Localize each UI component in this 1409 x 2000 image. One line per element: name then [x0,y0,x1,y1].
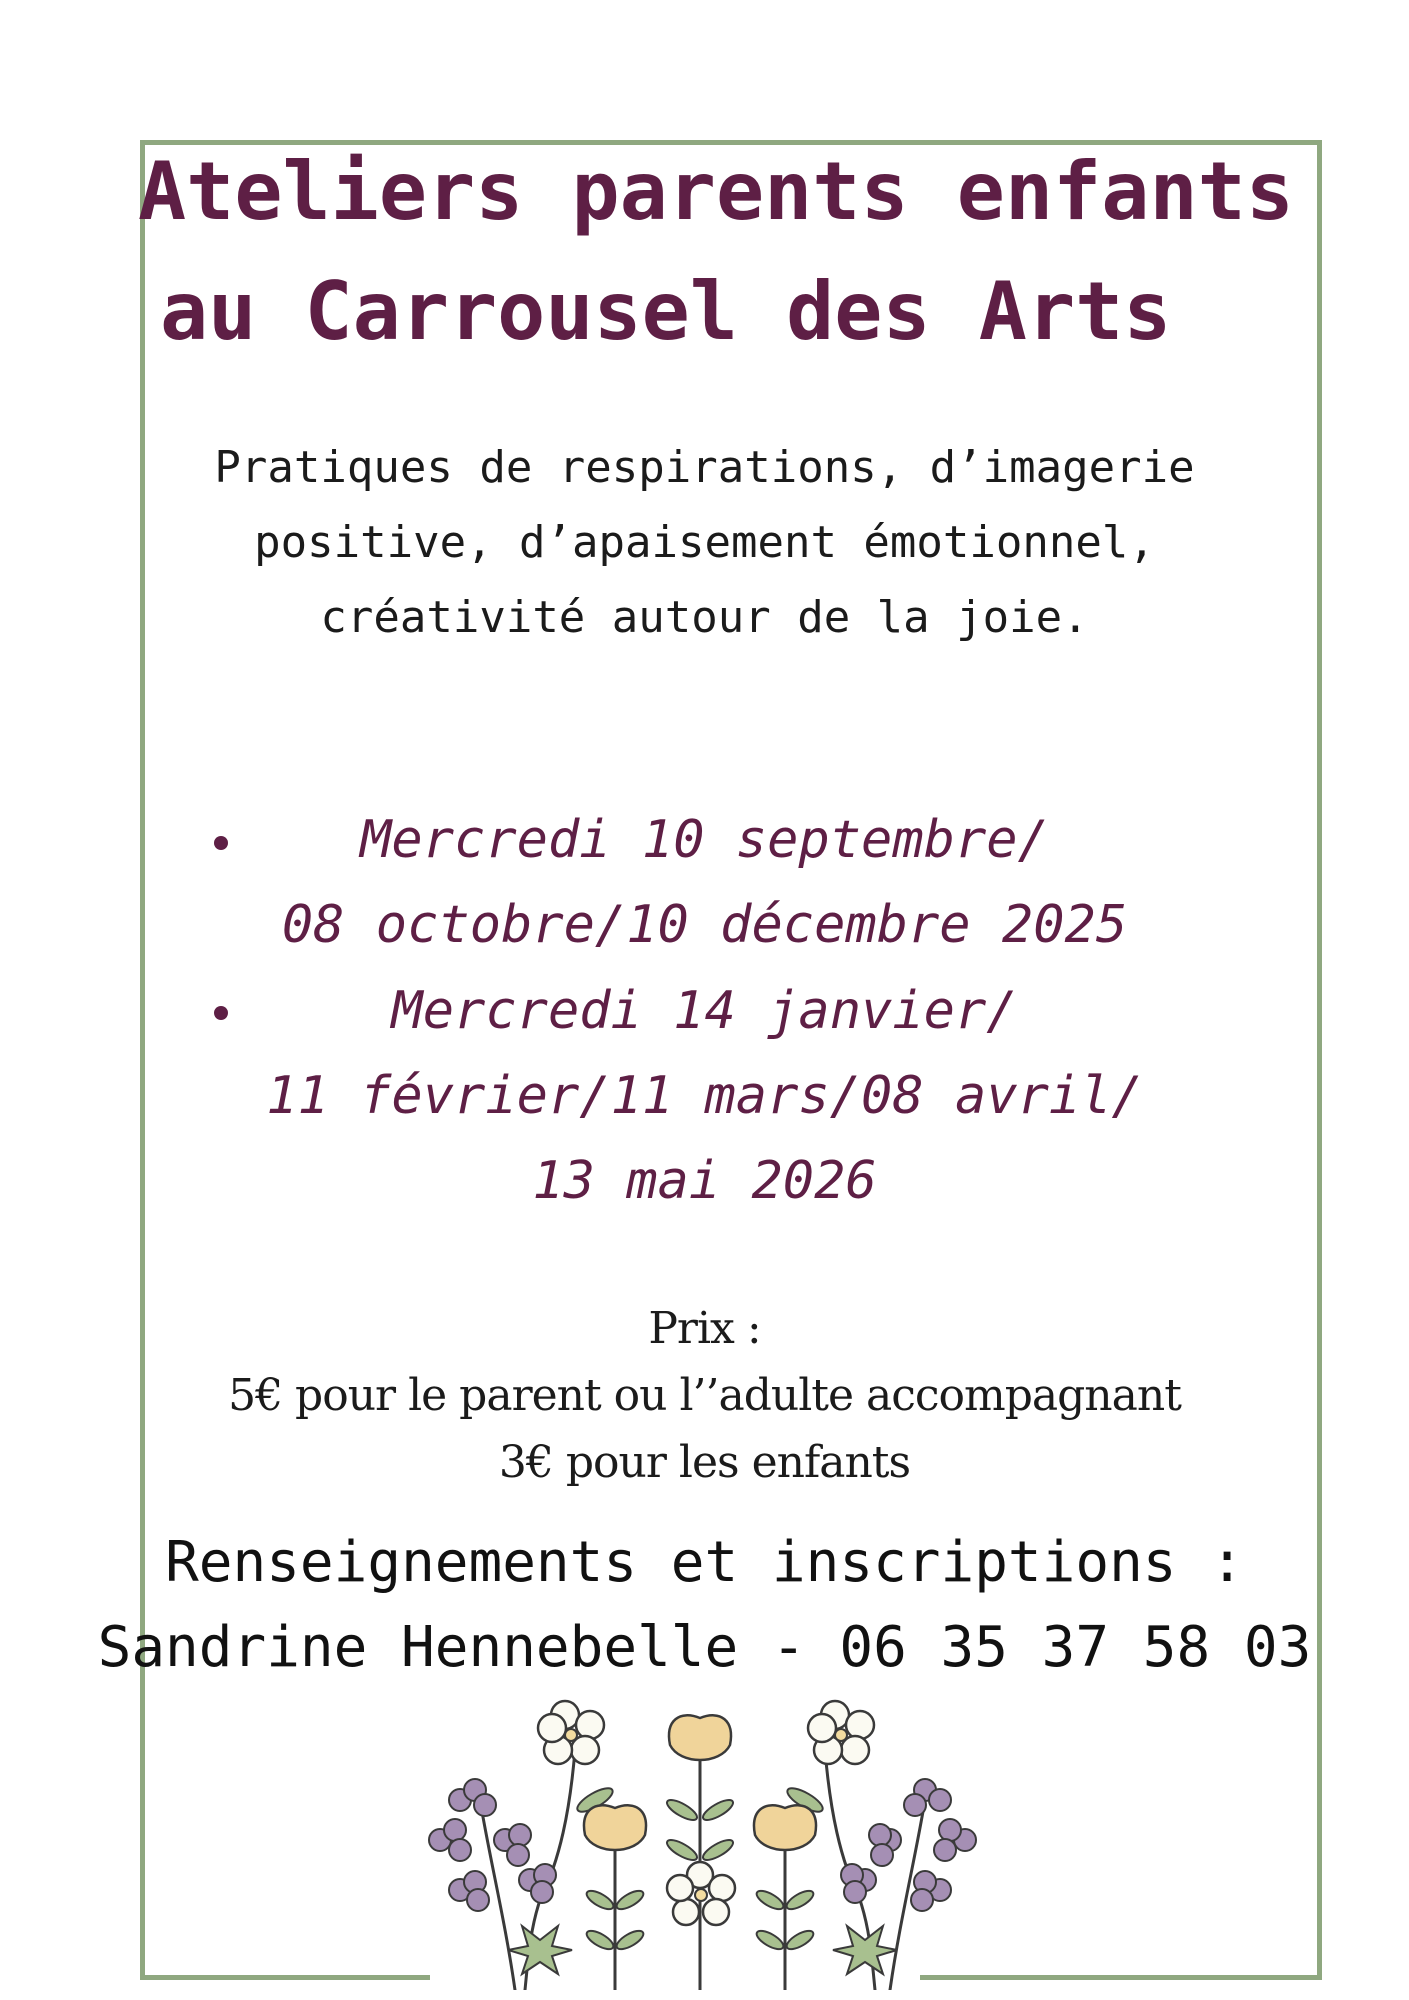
contact-name-phone: Sandrine Hennebelle - 06 35 37 58 03 [97,1615,1312,1680]
date-group-1-line-1: Mercredi 10 septembre/ [360,810,1049,870]
poster-title-line-2: au Carrousel des Arts [160,265,1172,358]
date-group-2-line-3: 13 mai 2026 [532,1151,877,1211]
frame-left-border [140,140,145,1980]
frame-right-border [1317,140,1322,1980]
date-group-1-line-2: 08 octobre/10 décembre 2025 [281,895,1128,955]
price-parent: 5€ pour le parent ou l’’adulte accompagnant [228,1370,1181,1421]
contact-heading: Renseignements et inscriptions : [165,1530,1244,1595]
date-group-2-line-2: 11 février/11 mars/08 avril/ [266,1066,1143,1126]
wildflowers-illustration-icon [420,1690,1000,1990]
price-children: 3€ pour les enfants [498,1437,911,1488]
price-heading: Prix : [648,1303,761,1354]
date-group-2-line-1: Mercredi 14 janvier/ [391,981,1018,1041]
description-line-3: créativité autour de la joie. [320,592,1089,643]
description-line-2: positive, d’apaisement émotionnel, [254,517,1155,568]
frame-bottom-border-left [140,1975,430,1980]
description-line-1: Pratiques de respirations, d’imagerie [214,442,1195,493]
poster-title-line-1: Ateliers parents enfants [138,145,1294,238]
